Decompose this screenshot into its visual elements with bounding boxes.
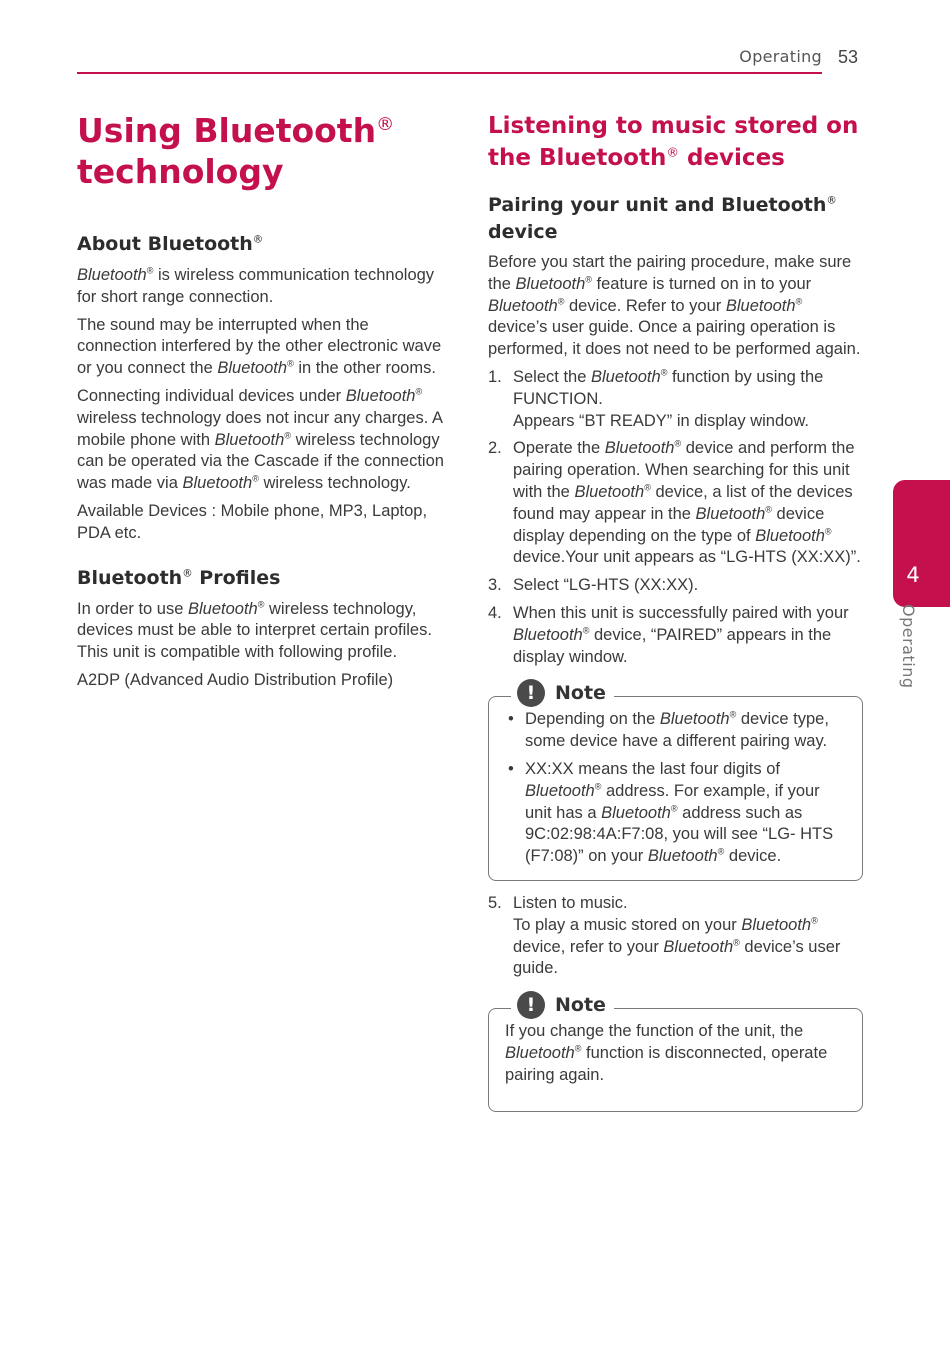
chapter-label: Operating bbox=[899, 604, 918, 689]
pairing-steps bbox=[488, 367, 863, 668]
section-title: Listening to music stored on the Bluetooth® devices bbox=[488, 113, 859, 171]
note-header bbox=[511, 679, 614, 707]
about-paragraph: Bluetooth® is wireless communication technology for short range connection. bbox=[77, 265, 435, 306]
chapter-tab bbox=[893, 480, 950, 607]
about-paragraph: The sound may be interrupted when the connection interfered by the other electronic wave or you connect the Bluetooth® in the other rooms. bbox=[77, 315, 442, 378]
step-item: 1. Select the Bluetooth® function by using the FUNCTION. Appears “BT READY” in display window. bbox=[488, 367, 824, 430]
about-paragraph: Connecting individual devices under Bluetooth® wireless technology does not incur any charges. A mobile phone with Bluetooth® wireless technology can be operated via the Cascade if the connection was made via Bluetooth® wireless technology. bbox=[77, 386, 444, 493]
exclamation-icon: ! bbox=[517, 991, 545, 1019]
step-item: 5. Listen to music. To play a music stored on your Bluetooth® device, refer to your Bluetooth® device’s user guide. bbox=[488, 893, 841, 978]
note-label: Note bbox=[555, 682, 606, 705]
step-item: 3. Select “LG-HTS (XX:XX). bbox=[488, 576, 699, 595]
pairing-heading: Pairing your unit and Bluetooth® device bbox=[488, 194, 837, 243]
note-item: • XX:XX means the last four digits of Bluetooth® address. For example, if your unit has a Bluetooth® address such as 9C:02:98:4A:F7:08, you will see “LG- HTS (F7:08)” on your Bluetooth® device. bbox=[505, 759, 844, 868]
about-paragraph: Available Devices : Mobile phone, MP3, Laptop, PDA etc. bbox=[77, 501, 428, 542]
header-rule bbox=[77, 72, 822, 74]
pairing-steps-continued bbox=[488, 893, 863, 980]
running-header bbox=[739, 47, 859, 67]
header-section: Operating bbox=[739, 47, 822, 66]
page-title: Using Bluetooth® technology bbox=[77, 111, 395, 191]
note-text: If you change the function of the unit, the Bluetooth® function is disconnected, operate pairing again. bbox=[505, 1022, 828, 1084]
profiles-paragraph: A2DP (Advanced Audio Distribution Profile) bbox=[77, 670, 394, 689]
profiles-heading: Bluetooth® Profiles bbox=[77, 566, 281, 589]
step-item: 4. When this unit is successfully paired with your Bluetooth® device, “PAIRED” appears in the display window. bbox=[488, 603, 849, 666]
right-column bbox=[488, 110, 863, 1112]
chapter-number: 4 bbox=[906, 563, 920, 587]
note-box bbox=[488, 682, 863, 881]
note-label: Note bbox=[555, 994, 606, 1017]
about-heading: About Bluetooth® bbox=[77, 233, 264, 255]
step-item: 2. Operate the Bluetooth® device and perform the pairing operation. When searching for this unit with the Bluetooth® device, a list of the devices found may appear in the Bluetooth® device display depending on the type of Bluetooth® device.Your unit appears as “LG-HTS (XX:XX)”. bbox=[488, 438, 861, 567]
exclamation-icon: ! bbox=[517, 679, 545, 707]
note-header bbox=[511, 991, 614, 1019]
left-column bbox=[77, 110, 449, 692]
note-list bbox=[505, 709, 844, 868]
note-box-2 bbox=[488, 994, 863, 1111]
page-number: 53 bbox=[838, 47, 859, 67]
pairing-intro: Before you start the pairing procedure, make sure the Bluetooth® feature is turned on in to your Bluetooth® device. Refer to your Bluetooth® device’s user guide. Once a pairing operation is performed, it does not need to be performed again. bbox=[488, 253, 861, 359]
note-item: • Depending on the Bluetooth® device type, some device have a different pairing way. bbox=[505, 709, 844, 753]
profiles-paragraph: In order to use Bluetooth® wireless technology, devices must be able to interpret certain profiles. This unit is compatible with following profile. bbox=[77, 599, 432, 662]
